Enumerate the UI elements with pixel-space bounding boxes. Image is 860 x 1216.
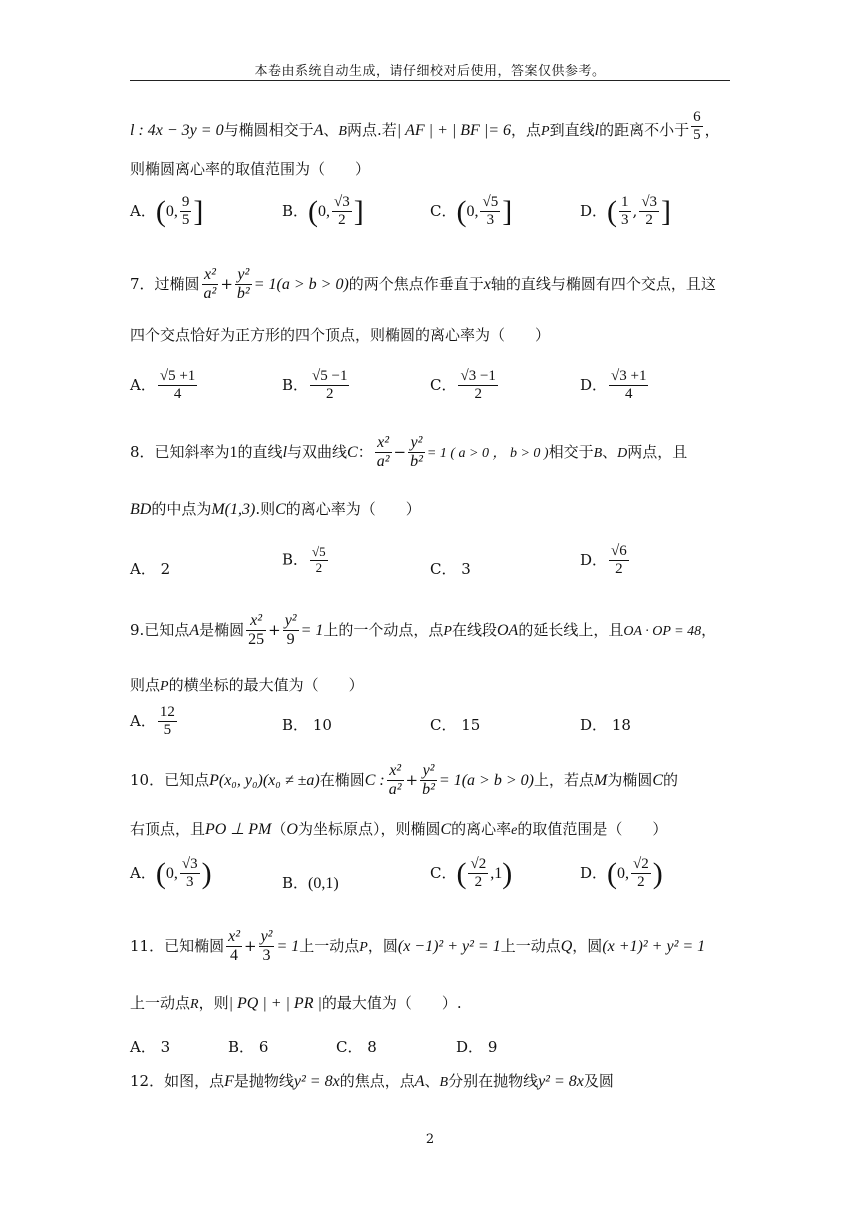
q10-l2c: （ — [271, 820, 287, 838]
q9-dot: OA · OP = 48 — [623, 623, 702, 639]
q6-option-a[interactable]: A．(0, $\frac{9}{5}$ ] — [130, 194, 204, 229]
q12-line1 — [130, 1072, 740, 1092]
q8-option-c[interactable] — [430, 558, 471, 579]
frac-num: x² — [387, 762, 404, 781]
q10-C: C : — [364, 771, 385, 789]
frac-num: √3 — [332, 194, 352, 212]
q7-prefix: 7．过椭圆 — [130, 274, 200, 293]
option-frac1 — [619, 194, 631, 230]
q10-C2: C — [652, 771, 663, 789]
option-label: D． — [456, 1038, 484, 1056]
q8-C2: C — [275, 501, 286, 518]
option-frac — [609, 368, 648, 404]
option-label: D． — [580, 550, 608, 569]
q8-option-b[interactable] — [282, 545, 330, 576]
q6-condition: | AF | + | BF |= 6 — [396, 121, 512, 139]
frac-den: 2 — [474, 874, 483, 891]
q9-option-d[interactable] — [580, 714, 631, 735]
frac-den: 2 — [645, 212, 653, 229]
q6-text2: 两点.若 — [346, 120, 397, 139]
frac-num: x² — [375, 434, 392, 453]
q12-t4: 分别在抛物线 — [448, 1072, 539, 1090]
q9-line2 — [130, 676, 740, 696]
option-frac — [480, 194, 500, 230]
q11-eq-tail: = 1 — [276, 937, 300, 955]
option-label: B． — [282, 201, 309, 220]
q8-frac-y — [408, 434, 425, 472]
q11-option-c[interactable] — [336, 1036, 377, 1057]
q9-P: P — [443, 623, 452, 639]
frac-den: 4 — [625, 386, 633, 403]
q6-P: P — [541, 123, 550, 139]
frac-den: b² — [422, 781, 435, 799]
q11-line2 — [130, 994, 740, 1014]
q7-line1: 7．过椭圆 $\frac{\text{x²}}{\text{a²}}$ + $\frac{\text{y²}}{\text{b²}}$ = 1(a > b > 0)的两个焦点作垂直于x轴的直线与椭圆有四个交点，且这 — [130, 266, 716, 303]
option-left: 0, — [617, 864, 630, 882]
q11-Q: Q — [560, 937, 573, 955]
q11-prefix: 11．已知椭圆 — [130, 936, 225, 955]
q7-eq-tail: = 1(a > b > 0) — [253, 275, 349, 293]
option-frac — [332, 194, 352, 230]
q8-line1: 8．已知斜率为1的直线l与双曲线C： $\frac{\text{x²}}{\text{a²}}$ − $\frac{\text{y²}}{\text{b²}}$ = 1 ( a > 0 ， b > 0 )相交于B、D两点，且 — [130, 434, 688, 471]
q10-point: P(x₀, y₀)(x₀ ≠ ±a) — [209, 771, 320, 789]
frac-num: √3 — [180, 856, 200, 874]
q10-O: O — [286, 821, 298, 838]
q9-t1: 是椭圆 — [199, 620, 245, 639]
option-frac — [631, 856, 651, 892]
q9-prefix: 9.已知点 — [130, 620, 190, 639]
q11-t3: 上一动点 — [500, 936, 561, 955]
option-frac — [158, 704, 177, 740]
q8-line2 — [130, 500, 740, 519]
frac-num: y² — [259, 928, 275, 947]
q11-l2a: 上一动点 — [130, 994, 191, 1012]
q10-line1: 10．已知点P(x₀, y₀)(x₀ ≠ ±a)在椭圆C : $\frac{\text{x²}}{\text{a²}}$ + $\frac{\text{y²}}{\text{b²}}$ = 1(a > b > 0)上，若点M为椭圆C的 — [130, 762, 679, 799]
frac-num: √5 — [480, 194, 500, 212]
option-frac — [158, 368, 197, 404]
frac-den: 3 — [621, 212, 629, 229]
header-divider — [130, 80, 730, 81]
q7-option-b[interactable] — [282, 368, 351, 404]
q10-l2C: C — [440, 821, 452, 838]
option-frac — [310, 368, 349, 404]
q10-t1: 在椭圆 — [319, 770, 365, 789]
q11-l2b: ，则 — [198, 994, 229, 1012]
q8-prefix: 8．已知斜率为 — [130, 442, 230, 461]
q10-line2 — [130, 820, 740, 840]
q12-F: F — [224, 1073, 234, 1090]
q9-l2P: P — [160, 679, 169, 694]
frac-num: √6 — [609, 543, 629, 561]
frac-num: x² — [202, 266, 219, 285]
q8-M: M(1,3) — [211, 501, 256, 518]
option-frac2 — [639, 194, 659, 230]
q7-frac-y — [235, 266, 252, 304]
option-label: C． — [430, 375, 457, 394]
q12-A: A — [414, 1073, 425, 1090]
option-value: 3 — [160, 1038, 171, 1056]
frac-num: √5 −1 — [310, 368, 349, 386]
option-label: A． — [130, 375, 156, 394]
frac-num: y² — [235, 266, 252, 285]
q10-l2a: 右顶点，且 — [130, 820, 206, 838]
option-value: 2 — [160, 560, 171, 578]
q10-l2f: 的取值范围是（ ） — [517, 820, 668, 838]
page-header: 本卷由系统自动生成，请仔细校对后使用，答案仅供参考。 — [254, 64, 606, 79]
q10-t3: 为椭圆 — [607, 770, 653, 789]
option-label: C． — [430, 716, 457, 734]
q10-prefix: 10．已知点 — [130, 770, 210, 789]
q7-option-a[interactable] — [130, 368, 199, 404]
frac-num: √2 — [631, 856, 651, 874]
q7-frac-x — [202, 266, 219, 304]
option-value: 8 — [367, 1038, 377, 1056]
frac-num: √3 — [639, 194, 659, 212]
q12-B: B — [439, 1075, 449, 1090]
q6-end: ， — [704, 120, 720, 139]
q10-frac-x — [387, 762, 404, 800]
frac-num: y² — [408, 434, 425, 453]
frac-den: 5 — [163, 722, 172, 739]
q9-t5: ， — [701, 620, 717, 639]
frac-num: 1 — [619, 194, 631, 212]
frac-num: √3 +1 — [609, 368, 648, 386]
q8-colon: ： — [357, 442, 373, 461]
frac-den: a² — [388, 781, 402, 799]
q6-line-eq: l : 4x − 3y = 0 — [130, 121, 224, 139]
q11-option-d[interactable] — [456, 1036, 497, 1057]
option-label: B． — [282, 375, 309, 394]
q6-B: B — [338, 123, 347, 139]
q10-t2: 上，若点 — [533, 770, 594, 789]
q7-x: x — [483, 275, 491, 293]
q11-line1: 11．已知椭圆 $\frac{\text{x²}}{4}$ + $\frac{\text{y²}}{3}$ = 1上一动点P，圆(x −1)² + y² = 1上一动点Q，圆(x +1)² + y² = 1 — [130, 928, 706, 965]
frac-num: y² — [283, 612, 299, 631]
frac-den: 4 — [173, 386, 182, 403]
option-label: B． — [282, 716, 309, 734]
q9-t4: 的延长线上，且 — [518, 620, 624, 639]
q7-option-d[interactable] — [580, 368, 650, 404]
q12-parabola1: y² = 8x — [293, 1073, 340, 1090]
q9-option-b[interactable] — [282, 714, 332, 735]
q10-e: e — [511, 823, 518, 838]
frac-den: 25 — [248, 631, 265, 649]
q6-frac-den: 5 — [693, 127, 701, 144]
q10-option-c[interactable]: C．( $\frac{√2}{2}$ ,1) — [430, 856, 513, 891]
q8-t3: 相交于 — [548, 442, 594, 461]
frac-den: a² — [203, 285, 217, 303]
option-label: A． — [130, 560, 156, 578]
option-left: 0, — [466, 202, 479, 220]
q11-P: P — [359, 939, 368, 955]
frac-num: x² — [226, 928, 242, 947]
option-label: A． — [130, 863, 156, 882]
q6-text5: 的距离不小于 — [599, 120, 690, 139]
q10-eq-tail: = 1(a > b > 0) — [438, 771, 534, 789]
option-frac — [180, 856, 200, 892]
q6-fraction — [691, 109, 703, 145]
q8-t5: 两点，且 — [627, 442, 688, 461]
q11-l2c: | PQ | + | PR | — [228, 995, 322, 1012]
q8-option-d[interactable] — [580, 543, 631, 579]
q10-l2b: PO ⊥ PM — [205, 821, 272, 838]
option-value: 18 — [611, 716, 631, 734]
q9-option-c[interactable] — [430, 714, 480, 735]
q11-frac-x — [226, 928, 242, 966]
frac-den: 3 — [262, 947, 271, 965]
option-label: B． — [282, 874, 309, 892]
q8-one: 1 — [229, 443, 238, 461]
q11-option-a[interactable] — [130, 1036, 170, 1057]
option-label: A． — [130, 711, 156, 730]
q12-t1: 是抛物线 — [233, 1072, 294, 1090]
frac-den: 2 — [474, 386, 482, 403]
q11-t4: ，圆 — [572, 936, 603, 955]
frac-num: 12 — [158, 704, 177, 722]
option-frac — [310, 545, 328, 576]
q6-text4: 到直线 — [549, 120, 595, 139]
q12-prefix: 12．如图，点 — [130, 1072, 225, 1090]
option-frac — [609, 543, 629, 579]
frac-num: x² — [246, 612, 266, 631]
q12-t3: 、 — [424, 1072, 440, 1090]
option-value: 15 — [461, 716, 481, 734]
frac-den: 5 — [181, 212, 190, 229]
frac-den: 2 — [326, 386, 334, 403]
q12-t5: 及圆 — [583, 1072, 614, 1090]
q6-l: l — [594, 121, 600, 139]
frac-num: y² — [420, 762, 437, 781]
page-number: 2 — [425, 1132, 435, 1147]
frac-num: √5 +1 — [158, 368, 197, 386]
q12-t2: 的焦点，点 — [339, 1072, 415, 1090]
frac-num: √3 −1 — [458, 368, 497, 386]
q6-frac-num: 6 — [691, 109, 703, 127]
q11-t1: 上一动点 — [299, 936, 360, 955]
frac-num: √5 — [312, 544, 326, 559]
q10-M: M — [593, 771, 608, 789]
q12-parabola2: y² = 8x — [538, 1073, 584, 1090]
frac-den: 3 — [486, 212, 495, 229]
q8-option-a[interactable] — [130, 558, 170, 579]
option-frac — [468, 856, 488, 892]
q9-OA: OA — [496, 621, 519, 639]
q9-t3: 在线段 — [451, 620, 497, 639]
option-label: A． — [130, 201, 156, 220]
q8-C: C — [347, 443, 358, 461]
frac-den: 9 — [286, 631, 295, 649]
frac-den: b² — [236, 285, 250, 303]
option-label: C． — [430, 863, 457, 882]
q6-text3: ，点 — [511, 120, 542, 139]
q8-t2: 与双曲线 — [287, 442, 348, 461]
option-frac — [180, 194, 192, 230]
q8-l2f: 的离心率为（ ） — [285, 500, 421, 518]
q9-line1: 9.已知点A是椭圆 $\frac{\text{x²}}{25}$ + $\frac{\text{y²}}{9}$ = 1上的一个动点，点P在线段OA的延长线上，且OA · OP = 48， — [130, 612, 717, 649]
q9-l2a: 则点 — [130, 676, 161, 694]
q8-B: B — [593, 445, 603, 461]
q10-option-d[interactable]: D．(0, $\frac{√2}{2}$ ) — [580, 856, 663, 891]
option-left: 0, — [165, 202, 178, 220]
q9-A: A — [189, 621, 200, 639]
option-label: B． — [228, 1038, 255, 1056]
q11-circle2: (x +1)² + y² = 1 — [602, 937, 706, 955]
option-label: D． — [580, 716, 608, 734]
q11-t2: ，圆 — [367, 936, 398, 955]
q10-frac-y — [420, 762, 437, 800]
q9-l2b: 的横坐标的最大值为（ ） — [168, 676, 364, 694]
q8-l2d: .则 — [255, 500, 276, 518]
q7-text1: 的两个焦点作垂直于 — [348, 274, 484, 293]
option-label: C． — [336, 1038, 363, 1056]
q8-eq-tail: = 1 ( a > 0 ， b > 0 ) — [426, 445, 549, 461]
frac-den: 2 — [615, 561, 623, 578]
q8-BD: BD — [130, 501, 152, 518]
q9-frac-x — [246, 612, 266, 650]
option-label: C． — [430, 201, 457, 220]
q11-R: R — [190, 997, 199, 1012]
option-value: 9 — [487, 1038, 498, 1056]
frac-num: √2 — [468, 856, 488, 874]
q6-option-c[interactable]: C．(0, $\frac{√5}{3}$ ] — [430, 194, 513, 229]
option-left: 0, — [165, 864, 178, 882]
q11-frac-y — [259, 928, 275, 966]
q6-A: A — [313, 121, 324, 139]
option-label: A． — [130, 1038, 156, 1056]
option-label: C． — [430, 560, 457, 578]
option-close: ] — [353, 194, 364, 228]
q8-frac-x — [375, 434, 392, 472]
frac-den: 2 — [637, 874, 645, 891]
q6-line2: 则椭圆离心率的取值范围为（ ） — [130, 160, 371, 178]
option-value: (0,1) — [308, 875, 339, 892]
frac-den: 2 — [338, 212, 346, 229]
option-close: ] — [193, 194, 204, 228]
q11-l2d: 的最大值为（ ）. — [321, 994, 462, 1012]
q7-line2: 四个交点恰好为正方形的四个顶点，则椭圆的离心率为（ ） — [130, 326, 551, 344]
q11-circle1: (x −1)² + y² = 1 — [397, 937, 501, 955]
frac-den: b² — [410, 453, 423, 471]
frac-den: a² — [376, 453, 390, 471]
frac-den: 3 — [185, 874, 194, 891]
q10-t4: 的 — [663, 770, 679, 789]
option-frac — [458, 368, 497, 404]
q8-t1: 的直线 — [237, 442, 283, 461]
q9-frac-y — [283, 612, 299, 650]
option-value: 10 — [312, 716, 332, 734]
q8-t4: 、 — [602, 442, 618, 461]
frac-den: 4 — [230, 947, 239, 965]
q9-eq-tail: = 1 — [300, 621, 324, 639]
q6-option-d[interactable]: D．( $\frac{1}{3}$ , $\frac{√3}{2}$ ] — [580, 194, 672, 229]
option-close: ] — [502, 194, 513, 228]
q11-option-b[interactable] — [228, 1036, 268, 1057]
option-label: D． — [580, 375, 608, 394]
q8-l2b: 的中点为 — [151, 500, 212, 518]
option-label: D． — [580, 201, 608, 220]
q10-option-b[interactable] — [282, 872, 339, 893]
option-close: ] — [661, 194, 672, 228]
q9-option-a[interactable] — [130, 704, 179, 740]
q10-l2e: 的离心率 — [451, 820, 512, 838]
q8-l: l — [282, 443, 288, 461]
q7-option-c[interactable] — [430, 368, 500, 404]
option-value: 3 — [461, 560, 471, 578]
option-label: B． — [282, 550, 309, 569]
option-label: D． — [580, 863, 608, 882]
q6-sep: 、 — [323, 120, 339, 139]
option-value: 6 — [258, 1038, 269, 1056]
option-right: ,1 — [490, 864, 503, 882]
q9-t2: 上的一个动点，点 — [323, 620, 444, 639]
q10-option-a[interactable]: A．(0, $\frac{√3}{3}$ ) — [130, 856, 212, 891]
q6-line1 — [130, 109, 740, 149]
frac-num: 9 — [180, 194, 192, 212]
q8-D: D — [617, 445, 628, 461]
q6-text: 与椭圆相交于 — [223, 120, 314, 139]
q6-option-b[interactable]: B．(0, $\frac{√3}{2}$ ] — [282, 194, 364, 229]
option-left: 0, — [318, 202, 331, 220]
q7-text2: 轴的直线与椭圆有四个交点，且这 — [490, 274, 716, 293]
q10-l2d: 为坐标原点），则椭圆 — [297, 820, 441, 838]
frac-den: 2 — [315, 559, 323, 575]
